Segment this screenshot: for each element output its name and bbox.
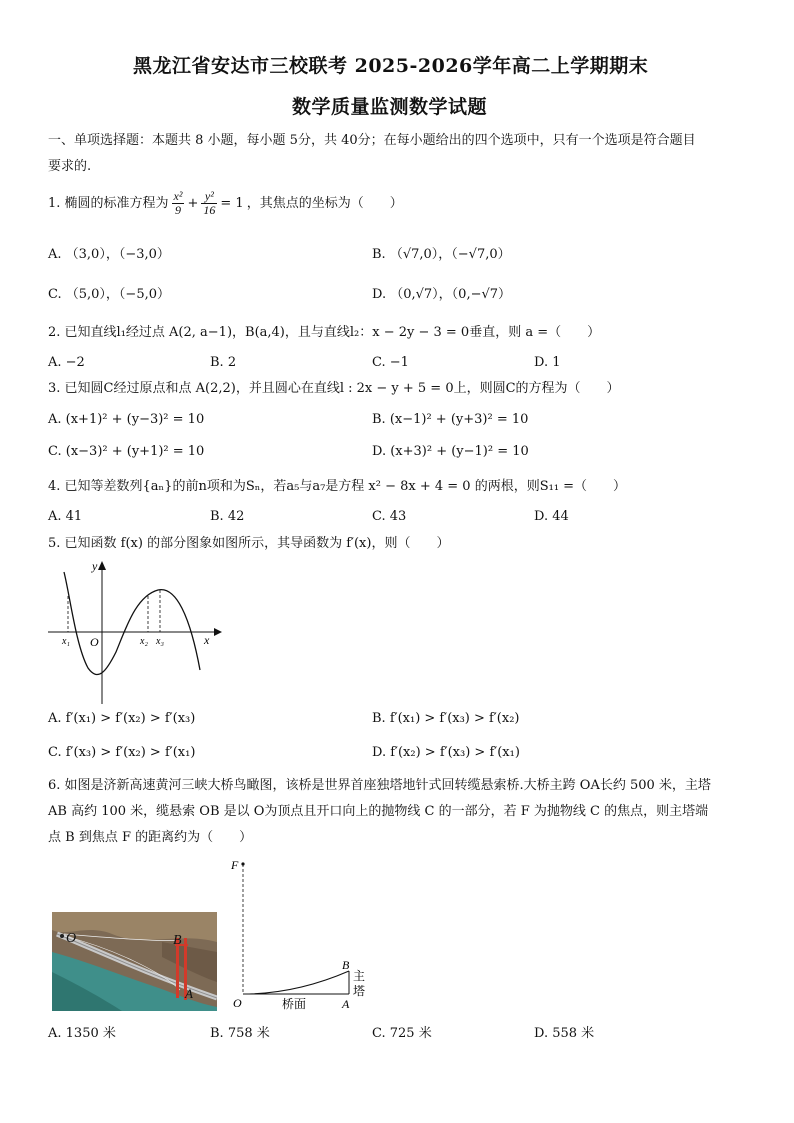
question-6-line2: AB 高约 100 米，缆悬索 OB 是以 O为顶点且开口向上的抛物线 C 的一部分，若 F 为抛物线 C 的焦点，则主塔端 — [48, 804, 709, 819]
q1-option-a[interactable]: A. （3,0），（−3,0） — [48, 247, 170, 262]
question-3: 3. 已知圆C经过原点和点 A(2,2)，并且圆心在直线l : 2x − y + 5 = 0上，则圆C的方程为（ ） — [48, 381, 620, 396]
q1-plus: + — [187, 195, 199, 211]
function-curve — [64, 572, 200, 675]
question-4: 4. 已知等差数列{aₙ}的前n项和为Sₙ，若a₅与a₇是方程 x² − 8x + 4 = 0 的两根，则S₁₁ =（ ） — [48, 479, 627, 494]
q1-post: ，其焦点的坐标为（ ） — [246, 195, 403, 211]
q6-option-d[interactable]: D. 558 米 — [534, 1026, 595, 1041]
q3-option-b[interactable]: B. (x−1)² + (y+3)² = 10 — [372, 412, 529, 427]
photo-label-o: O — [66, 931, 77, 946]
q2-option-d[interactable]: D. 1 — [534, 355, 561, 370]
diagram-label-deck: 桥面 — [282, 997, 307, 1011]
q1-fraction-y: $\frac{\text{y²}}{16}$ — [203, 189, 216, 217]
page-title: 黑龙江省安达市三校联考 2025-2026学年高二上学期期末 — [133, 55, 649, 77]
q5-option-b[interactable]: B. f′(x₁) > f′(x₃) > f′(x₂) — [372, 711, 520, 726]
q4-option-b[interactable]: B. 42 — [210, 509, 245, 524]
q5-option-d[interactable]: D. f′(x₂) > f′(x₃) > f′(x₁) — [372, 745, 520, 760]
q4-option-d[interactable]: D. 44 — [534, 509, 569, 524]
photo-label-a: A — [185, 986, 193, 1001]
graph-x1-label: x₁ — [62, 636, 70, 647]
q1-pre: 1. 椭圆的标准方程为 — [48, 195, 169, 211]
q2-option-c[interactable]: C. −1 — [372, 355, 409, 370]
q3-option-c[interactable]: C. (x−3)² + (y+1)² = 10 — [48, 444, 205, 459]
x-axis-arrow — [214, 628, 222, 636]
diagram-label-o: O — [233, 996, 242, 1010]
question-6-line1: 6. 如图是济新高速黄河三峡大桥鸟瞰图，该桥是世界首座独塔地针式回转缆悬索桥.大桥主跨 OA长约 500 米，主塔 — [48, 778, 711, 793]
diagram-label-b: B — [342, 958, 350, 972]
diagram-label-tower: 主塔 — [353, 969, 366, 998]
question-5: 5. 已知函数 f(x) 的部分图象如图所示，其导函数为 f′(x)，则（ ） — [48, 536, 450, 551]
bridge-diagram — [228, 852, 378, 1017]
question-1 — [48, 190, 403, 217]
q2-option-b[interactable]: B. 2 — [210, 355, 237, 370]
q6-option-b[interactable]: B. 758 米 — [210, 1026, 270, 1041]
question-2: 2. 已知直线l₁经过点 A(2, a−1)，B(a,4)，且与直线l₂：x − 2y − 3 = 0垂直，则 a =（ ） — [48, 325, 601, 340]
q3-option-a[interactable]: A. (x+1)² + (y−3)² = 10 — [48, 412, 205, 427]
graph-x3-label: x₃ — [156, 636, 164, 647]
q4-option-c[interactable]: C. 43 — [372, 509, 407, 524]
bridge-photo — [52, 912, 217, 1011]
q1-option-b[interactable]: B. （√7,0），（−√7,0） — [372, 247, 511, 262]
focus-point — [241, 862, 244, 865]
photo-label-b: B — [173, 933, 182, 948]
q2-option-a[interactable]: A. −2 — [48, 355, 85, 370]
graph-origin-label: O — [90, 635, 99, 649]
question-6-line3: 点 B 到焦点 F 的距离约为（ ） — [48, 830, 253, 845]
q6-option-a[interactable]: A. 1350 米 — [48, 1026, 116, 1041]
q3-option-d[interactable]: D. (x+3)² + (y−1)² = 10 — [372, 444, 529, 459]
q1-fraction-x: $\frac{\text{x²}}{9}$ — [173, 189, 183, 217]
graph-y-label: y — [92, 559, 98, 573]
q1-option-d[interactable]: D. （0,√7），（0,−√7） — [372, 287, 512, 302]
section-intro-cont: 要求的. — [48, 159, 92, 174]
q1-option-c[interactable]: C. （5,0），（−5,0） — [48, 287, 170, 302]
graph-x2-label: x₂ — [140, 636, 148, 647]
diagram-label-f: F — [231, 858, 239, 872]
y-axis-arrow — [98, 561, 106, 570]
function-graph — [44, 556, 224, 706]
q5-option-c[interactable]: C. f′(x₃) > f′(x₂) > f′(x₁) — [48, 745, 196, 760]
q1-eq: = 1 — [220, 195, 244, 211]
cable-parabola — [243, 971, 349, 994]
diagram-label-a: A — [342, 997, 350, 1011]
graph-x-label: x — [204, 633, 210, 647]
page-subtitle: 数学质量监测数学试题 — [292, 96, 488, 118]
q6-option-c[interactable]: C. 725 米 — [372, 1026, 432, 1041]
q5-option-a[interactable]: A. f′(x₁) > f′(x₂) > f′(x₃) — [48, 711, 196, 726]
q4-option-a[interactable]: A. 41 — [48, 509, 83, 524]
section-intro: 一、单项选择题：本题共 8 小题，每小题 5分，共 40分；在每小题给出的四个选项中，只有一个选项是符合题目 — [48, 133, 696, 148]
